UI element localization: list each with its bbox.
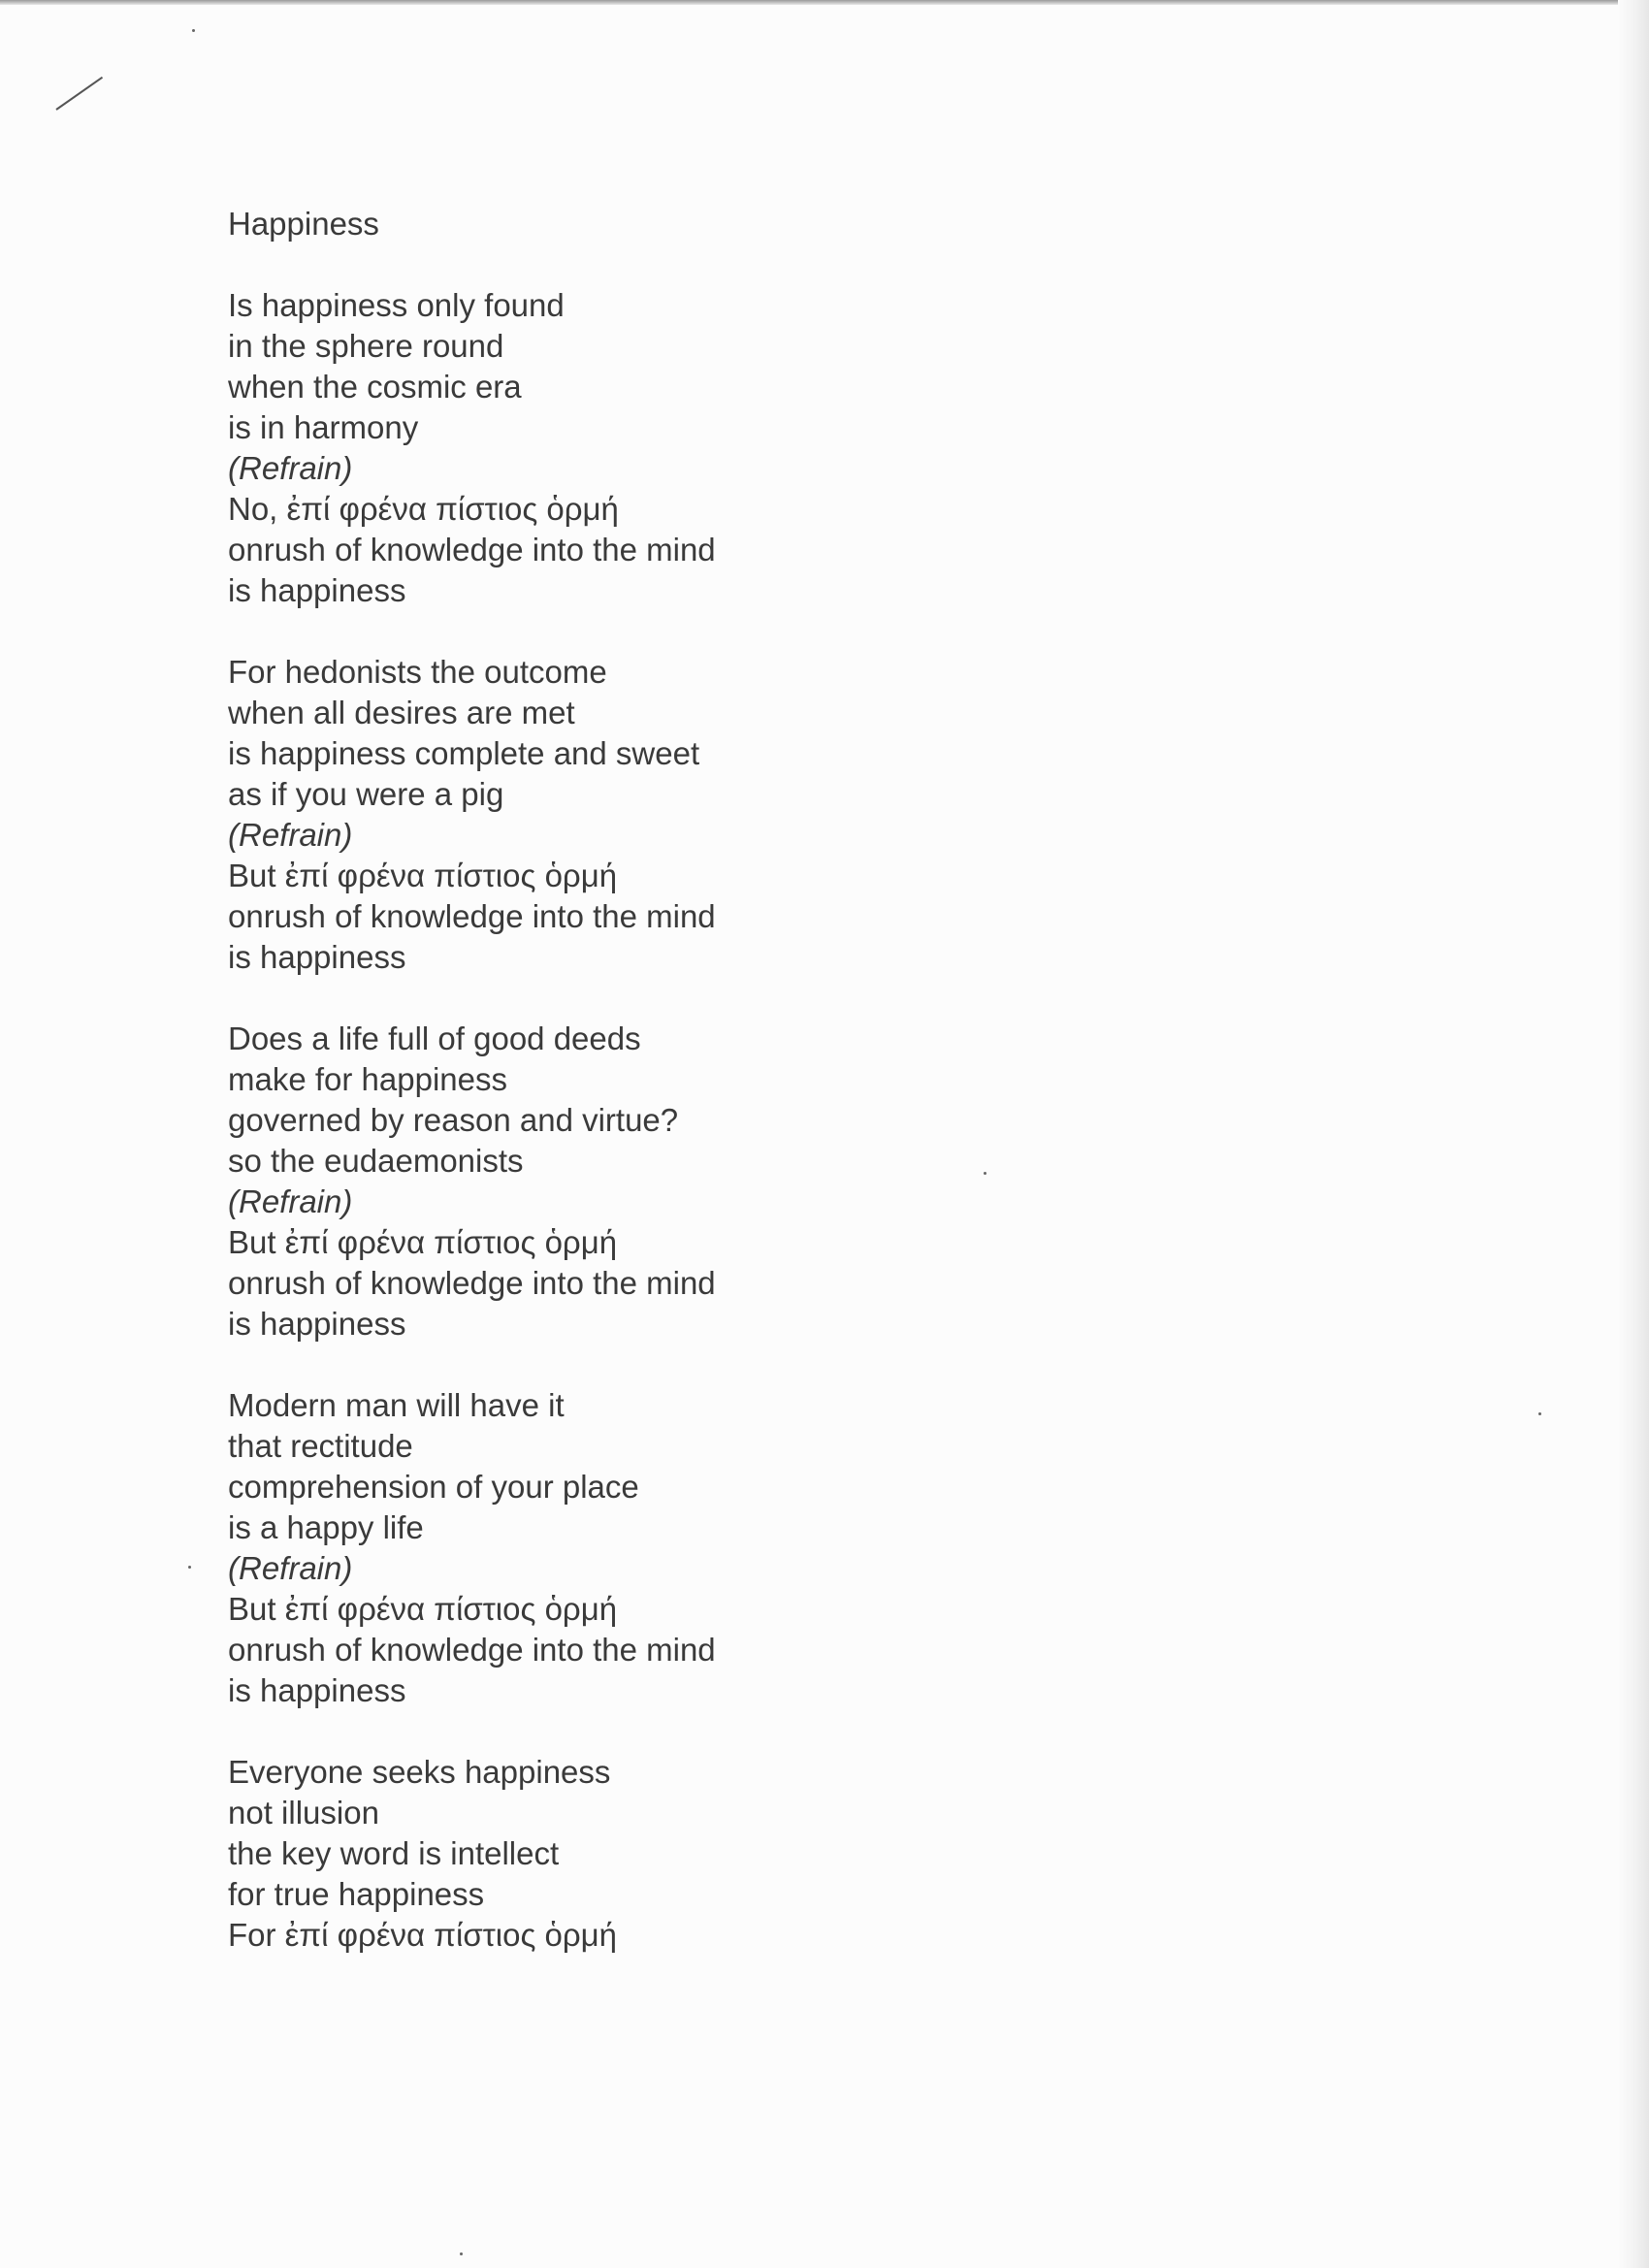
- poem-line: is happiness complete and sweet: [228, 735, 700, 771]
- poem-line: so the eudaemonists: [228, 1143, 524, 1179]
- poem-line: onrush of knowledge into the mind: [228, 1265, 716, 1301]
- poem-line: Modern man will have it: [228, 1387, 565, 1423]
- refrain-marker: (Refrain): [228, 450, 353, 486]
- poem-line: is in harmony: [228, 409, 419, 445]
- page-top-edge: [0, 0, 1649, 5]
- refrain-marker: (Refrain): [228, 1550, 353, 1586]
- poem-line: But ἐπί φρένα πίστιος ὁρμή: [228, 1224, 618, 1260]
- poem-line: Is happiness only found: [228, 287, 565, 323]
- poem-line: that rectitude: [228, 1428, 413, 1464]
- refrain-marker: (Refrain): [228, 817, 353, 853]
- stanza: [228, 1385, 1101, 1711]
- scan-speck: [188, 1566, 191, 1569]
- poem-line: Everyone seeks happiness: [228, 1754, 611, 1790]
- poem-line: is happiness: [228, 939, 406, 975]
- poem-line: comprehension of your place: [228, 1469, 639, 1505]
- poem-line: onrush of knowledge into the mind: [228, 1632, 716, 1668]
- poem-title: Happiness: [228, 206, 379, 242]
- poem-line: But ἐπί φρένα πίστιος ὁρμή: [228, 858, 618, 893]
- poem-line: when all desires are met: [228, 695, 575, 730]
- stanza: [228, 285, 1101, 611]
- poem-line: for true happiness: [228, 1876, 485, 1912]
- scan-speck: [460, 2252, 463, 2255]
- stanza: [228, 1019, 1101, 1345]
- poem-line: governed by reason and virtue?: [228, 1102, 679, 1138]
- scan-speck: [192, 29, 195, 32]
- poem-line: when the cosmic era: [228, 369, 522, 405]
- poem-line: is happiness: [228, 1306, 406, 1342]
- pen-mark: [55, 77, 103, 111]
- poem-line: make for happiness: [228, 1061, 507, 1097]
- poem-line: onrush of knowledge into the mind: [228, 532, 716, 567]
- poem-line: For hedonists the outcome: [228, 654, 607, 690]
- poem-line: But ἐπί φρένα πίστιος ὁρμή: [228, 1591, 618, 1627]
- refrain-marker: (Refrain): [228, 1183, 353, 1219]
- poem: [228, 204, 1101, 1996]
- poem-line: is happiness: [228, 1672, 406, 1708]
- stanza: [228, 1752, 1101, 1956]
- scan-speck: [1538, 1412, 1541, 1415]
- poem-line: in the sphere round: [228, 328, 504, 364]
- stanza: [228, 652, 1101, 978]
- page-right-edge: [1618, 0, 1649, 2268]
- poem-line: as if you were a pig: [228, 776, 504, 812]
- poem-line: No, ἐπί φρένα πίστιος ὁρμή: [228, 491, 619, 527]
- poem-line: not illusion: [228, 1795, 379, 1831]
- poem-line: For ἐπί φρένα πίστιος ὁρμή: [228, 1917, 618, 1953]
- poem-line: Does a life full of good deeds: [228, 1021, 641, 1056]
- poem-line: onrush of knowledge into the mind: [228, 898, 716, 934]
- poem-line: is happiness: [228, 572, 406, 608]
- poem-line: the key word is intellect: [228, 1835, 560, 1871]
- poem-line: is a happy life: [228, 1509, 424, 1545]
